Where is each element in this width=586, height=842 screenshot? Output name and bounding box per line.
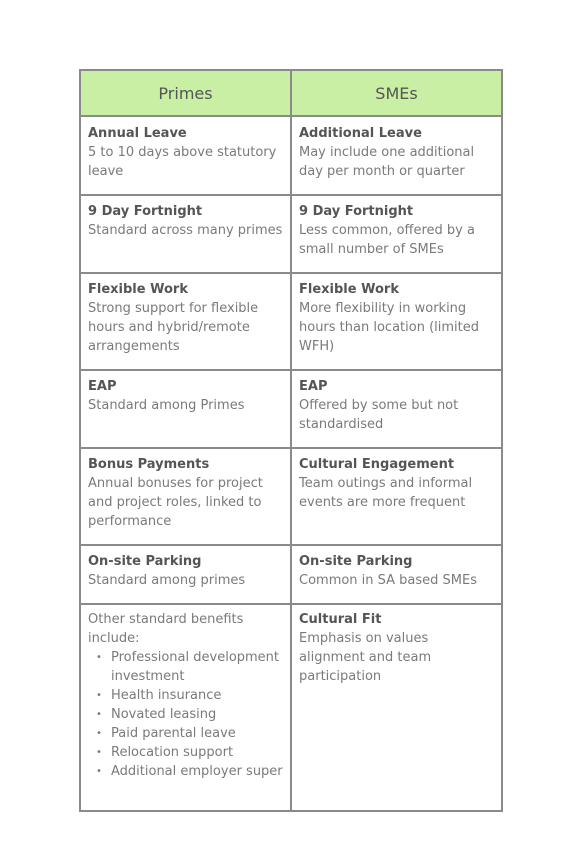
table-row (80, 116, 502, 195)
cell-title: Bonus Payments (88, 457, 210, 472)
bullet-icon: • (96, 690, 102, 701)
cell-body: May include one additional day per month or quarter (299, 145, 475, 179)
list-item (96, 724, 283, 743)
table-row (80, 370, 502, 448)
cell-title: On-site Parking (88, 554, 202, 569)
list-item (96, 648, 283, 686)
list-item-label: Novated leasing (111, 707, 217, 722)
primes-cell (80, 116, 291, 195)
cell-body: 5 to 10 days above statutory leave (88, 145, 277, 179)
list-item-label: Paid parental leave (111, 726, 236, 741)
primes-cell (80, 448, 291, 545)
list-item-label: Professional development investment (111, 650, 280, 684)
table-row (80, 604, 502, 811)
benefits-comparison-table (79, 69, 503, 812)
cell-title: 9 Day Fortnight (88, 204, 203, 219)
cell-body: Standard across many primes (88, 223, 283, 238)
list-item-label: Additional employer super (111, 764, 283, 779)
bullet-icon: • (96, 709, 102, 720)
header-row (80, 70, 502, 116)
cell-title: Flexible Work (88, 282, 188, 297)
primes-cell (80, 370, 291, 448)
list-item (96, 705, 283, 724)
bullet-icon: • (96, 652, 102, 663)
cell-body: Emphasis on values alignment and team participation (299, 631, 432, 684)
cell-body: Strong support for flexible hours and hybrid/remote arrangements (88, 301, 259, 354)
bullet-icon: • (96, 766, 102, 777)
bullet-icon: • (96, 728, 102, 739)
cell-body: Team outings and informal events are more frequent (299, 476, 473, 510)
primes-cell (80, 273, 291, 370)
primes-cell (80, 545, 291, 604)
cell-title: Additional Leave (299, 126, 422, 141)
cell-body: Offered by some but not standardised (299, 398, 459, 432)
header-primes: Primes (80, 70, 291, 116)
cell-title: Cultural Engagement (299, 457, 455, 472)
benefits-intro: Other standard benefits include: (88, 612, 244, 646)
cell-title: 9 Day Fortnight (299, 204, 414, 219)
smes-cell (291, 273, 502, 370)
smes-cell (291, 195, 502, 273)
table-row (80, 195, 502, 273)
primes-cell (80, 195, 291, 273)
cell-body: Annual bonuses for project and project roles, linked to performance (88, 476, 263, 529)
list-item (96, 762, 283, 781)
smes-cell (291, 545, 502, 604)
cell-title: Annual Leave (88, 126, 187, 141)
cell-body: Common in SA based SMEs (299, 573, 478, 588)
bullet-icon: • (96, 747, 102, 758)
list-item-label: Health insurance (111, 688, 222, 703)
cell-body: Less common, offered by a small number of SMEs (299, 223, 475, 257)
header-smes: SMEs (291, 70, 502, 116)
benefits-list (88, 648, 283, 781)
cell-body: More flexibility in working hours than location (limited WFH) (299, 301, 479, 354)
cell-body: Standard among primes (88, 573, 246, 588)
list-item (96, 686, 283, 705)
cell-title: EAP (88, 379, 117, 394)
cell-title: Flexible Work (299, 282, 399, 297)
smes-cell (291, 448, 502, 545)
smes-cell (291, 604, 502, 811)
list-item (96, 743, 283, 762)
list-item-label: Relocation support (111, 745, 234, 760)
cell-title: On-site Parking (299, 554, 413, 569)
cell-title: Cultural Fit (299, 612, 382, 627)
primes-cell (80, 604, 291, 811)
smes-cell (291, 370, 502, 448)
table-row (80, 448, 502, 545)
smes-cell (291, 116, 502, 195)
table-row (80, 545, 502, 604)
cell-body: Standard among Primes (88, 398, 245, 413)
cell-title: EAP (299, 379, 328, 394)
table-row (80, 273, 502, 370)
